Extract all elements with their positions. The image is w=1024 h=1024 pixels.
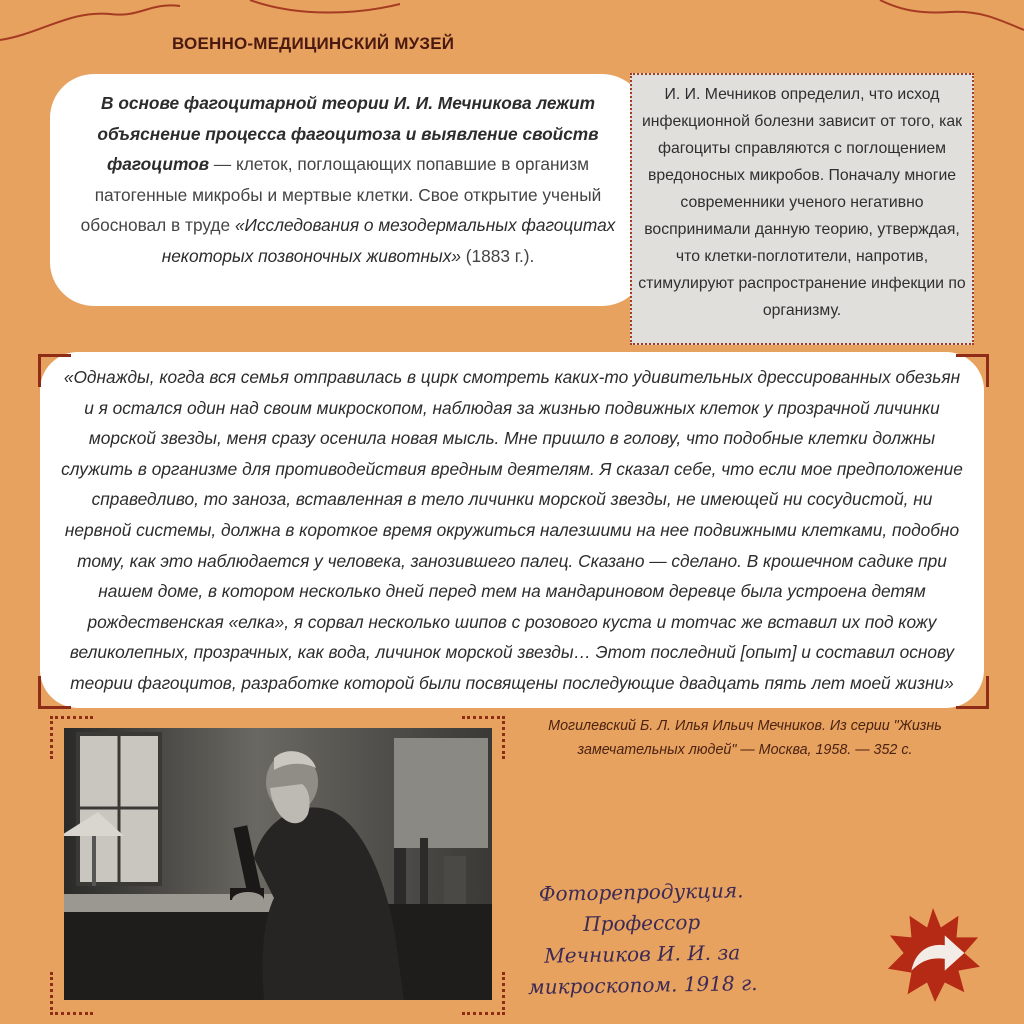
intro-bold-text: В основе фагоцитарной теории И. И. Мечникова лежит объяснение процесса фагоцитоза и выявление свойств фагоцитов [97,93,599,174]
caption-line-4: микроскопом. 1918 г. [527,970,758,999]
museum-title: ВОЕННО-МЕДИЦИНСКИЙ МУЗЕЙ [172,34,455,53]
quote-corner-bottom-left [38,676,71,709]
decorative-wave-line [0,0,1024,60]
arrow-right-icon [888,908,980,1002]
source-reference: Могилевский Б. Л. Илья Ильич Мечников. Из серии "Жизнь замечательных людей" — Москва, 1958. — 352 с. [548,718,942,758]
next-arrow-button[interactable] [884,906,982,1004]
intro-bubble [50,74,646,306]
intro-year: (1883 г.). [460,245,535,266]
caption-line-2: Профессор [583,909,701,937]
intro-text: — клеток, поглощающих попавшие в организм патогенные микробы и мертвые клетки. Свое открытие ученый обосновал в труде [80,154,602,235]
caption-line-1: Фоторепродукция. [538,878,744,906]
quote-corner-bottom-right [956,676,989,709]
scientist-at-microscope-photo [64,728,492,1000]
quote-corner-top-right [956,354,989,387]
quote-corner-top-left [38,354,71,387]
caption-line-3: Мечников И. И. за [544,940,741,968]
intro-work-title: «Исследования о мезодермальных фагоцитах некоторых позвоночных животных» [161,215,616,266]
note-box: И. И. Мечников определил, что исход инфекционной болезни зависит от того, как фагоциты справляются с поглощением вредоносных микробов. Поначалу многие современники ученого негативно воспринимали данную теорию, утверждая, что клетки-поглотители, напротив, стимулируют распространение инфекции по организму. [630,73,974,345]
photo-caption [511,875,773,1004]
quote-block: «Однажды, когда вся семья отправилась в цирк смотреть каких-то удивительных дрессированных обезьян и я остался один над своим микроскопом, наблюдая за жизнью подвижных клеток у прозрачной личинки морской звезды, меня сразу осенила новая мысль. Мне пришло в голову, что подобные клетки должны служить в организме для противодействия вредным деятелям. Я сказал себе, что если мое предположение справедливо, то заноза, вставленная в тело личинки морской звезды, не имеющей ни сосудистой, ни нервной системы, должна в короткое время окружиться налезшими на нее подвижными клетками, подобно тому, как это наблюдается у человека, занозившего палец. Сказано — сделано. В крошечном садике при нашем доме, в котором несколько дней перед тем на мандариновом деревце была устроена детям рождественская «елка», я сорвал несколько шипов с розового куста и тотчас же вставил их под кожу великолепных, прозрачных, как вода, личинок морской звезды… Этот последний [опыт] и составил основу теории фагоцитов, разработке которой были посвящены последующие двадцать пять лет моей жизни» [40,352,984,708]
